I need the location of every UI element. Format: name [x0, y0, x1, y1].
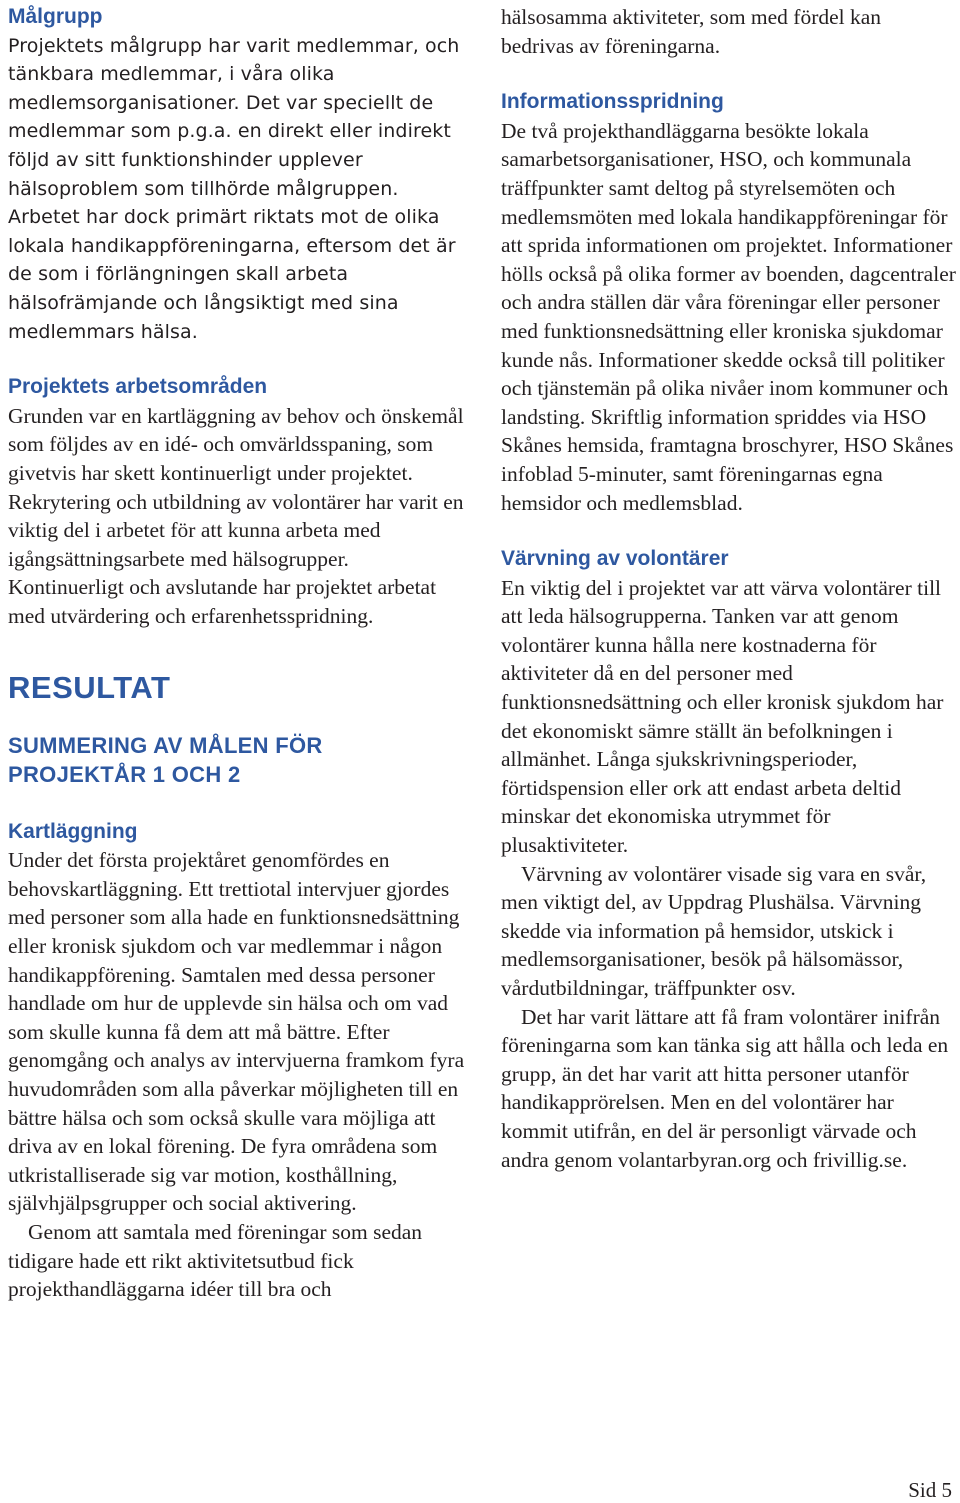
informationsspridning-paragraph: De två projekthandläggarna besökte lokala samarbetsorganisationer, HSO, och kommunala träffpunkter samt deltog på styrelsemöten och medlemsmöten med lokala handikappföreningar för att sprida informationen om projektet. Informationer hölls också på olika former av boenden, dagcentraler och andra ställen där våra föreningar eller personer med funktionsnedsättning eller kroniska sjukdomar kunde nås. Informationer skedde också till politiker och tjänstemän på olika nivåer inom kommuner och landsting. Skriftlig information spriddes via HSO Skånes hemsida, framtagna broschyrer, HSO Skånes infoblad 5-minuter, samt föreningarnas egna hemsidor och medlemsblad.	[501, 118, 956, 515]
summering-heading: SUMMERING AV MÅLEN FÖR PROJEKTÅR 1 OCH 2	[8, 733, 323, 788]
varvning-paragraph-1: En viktig del i projektet var att värva volontärer till att leda hälsogrupperna. Tanken var att genom volontärer kunna hålla nere kostnaderna för aktiviteter då en del personer med funktionsnedsättning och eller kronisk sjukdom har det ekonomiskt sämre ställt än befolkningen i allmänhet. Långa sjukskrivningsperioder, förtidspension eller ork att endast arbeta deltid minskar det ekonomiska utrymmet för plusaktiviteter.	[501, 575, 944, 858]
arbetsomraden-paragraph: Grunden var en kartläggning av behov och önskemål som följdes av en idé- och omvärldsspaning, som givetvis har skett kontinuerligt under projektet. Rekrytering och utbildning av volontärer har varit en viktig del i arbetet för att kunna arbeta med igångsättningsarbete med hälsogrupper. Kontinuerligt och avslutande har projektet arbetat med utvärdering och erfarenhetsspridning.	[8, 403, 464, 628]
continuation-paragraph: hälsosamma aktiviteter, som med fördel kan bedrivas av föreningarna.	[501, 5, 882, 58]
varvning-paragraph-2: Värvning av volontärer visade sig vara en svår, men viktigt del, av Uppdrag Plushälsa. Värvning skedde via information på hemsidor, utskick i medlemsorganisationer, besök på hälsomässor, vårdutbildningar, träffpunkter osv.	[501, 861, 927, 1000]
kartlaggning-heading: Kartläggning	[8, 819, 138, 843]
malgrupp-heading: Målgrupp	[8, 5, 103, 28]
arbetsomraden-heading: Projektets arbetsområden	[8, 375, 268, 399]
malgrupp-paragraph: Projektets målgrupp har varit medlemmar, och tänkbara medlemmar, i våra olika medlemsorganisationer. Det var speciellt de medlemmar som p.g.a. en direkt eller indirekt följd av sitt funktionshinder upplever hälsoproblem som tillhörde målgruppen. Arbetet har dock primärt riktats mot de olika lokala handikappföreningarna, eftersom det är de som i förlängningen skall arbeta hälsofrämjande och långsiktigt med sina medlemmars hälsa.	[8, 34, 460, 343]
informationsspridning-heading: Informationsspridning	[501, 90, 724, 114]
resultat-heading: RESULTAT	[8, 670, 171, 706]
right-column	[501, 0, 956, 1174]
page-number: Sid 5	[908, 1478, 952, 1502]
varvning-heading: Värvning av volontärer	[501, 547, 729, 571]
kartlaggning-paragraph-2: Genom att samtala med föreningar som sedan tidigare hade ett rikt aktivitetsutbud fick projekthandläggarna idéer till bra och	[8, 1219, 423, 1302]
kartlaggning-paragraph-1: Under det första projektåret genomfördes en behovskartläggning. Ett trettiotal intervjuer gjordes med personer som alla hade en funktionsnedsättning eller kronisk sjukdom och var medlemmar i någon handikappförening. Samtalen med dessa personer handlade om hur de upplevde sin hälsa och om vad som skulle kunna få dem att må bättre. Efter genomgång och analys av intervjuerna framkom fyra huvudområden som alla påverkar möjligheten till en bättre hälsa och som också skulle vara möjliga att driva av en lokal förening. De fyra områdena som utkristalliserade sig var motion, kosthållning, självhjälpsgrupper och social aktivering.	[8, 848, 465, 1216]
left-column	[8, 0, 470, 1304]
varvning-paragraph-3: Det har varit lättare att få fram volontärer inifrån föreningarna som kan tänka sig att hålla och leda en grupp, än det har varit att hitta personer utanför handikapprörelsen. Men en del volontärer har kommit utifrån, en del är personligt värvade och andra genom volantarbyran.org och frivillig.se.	[501, 1004, 949, 1172]
